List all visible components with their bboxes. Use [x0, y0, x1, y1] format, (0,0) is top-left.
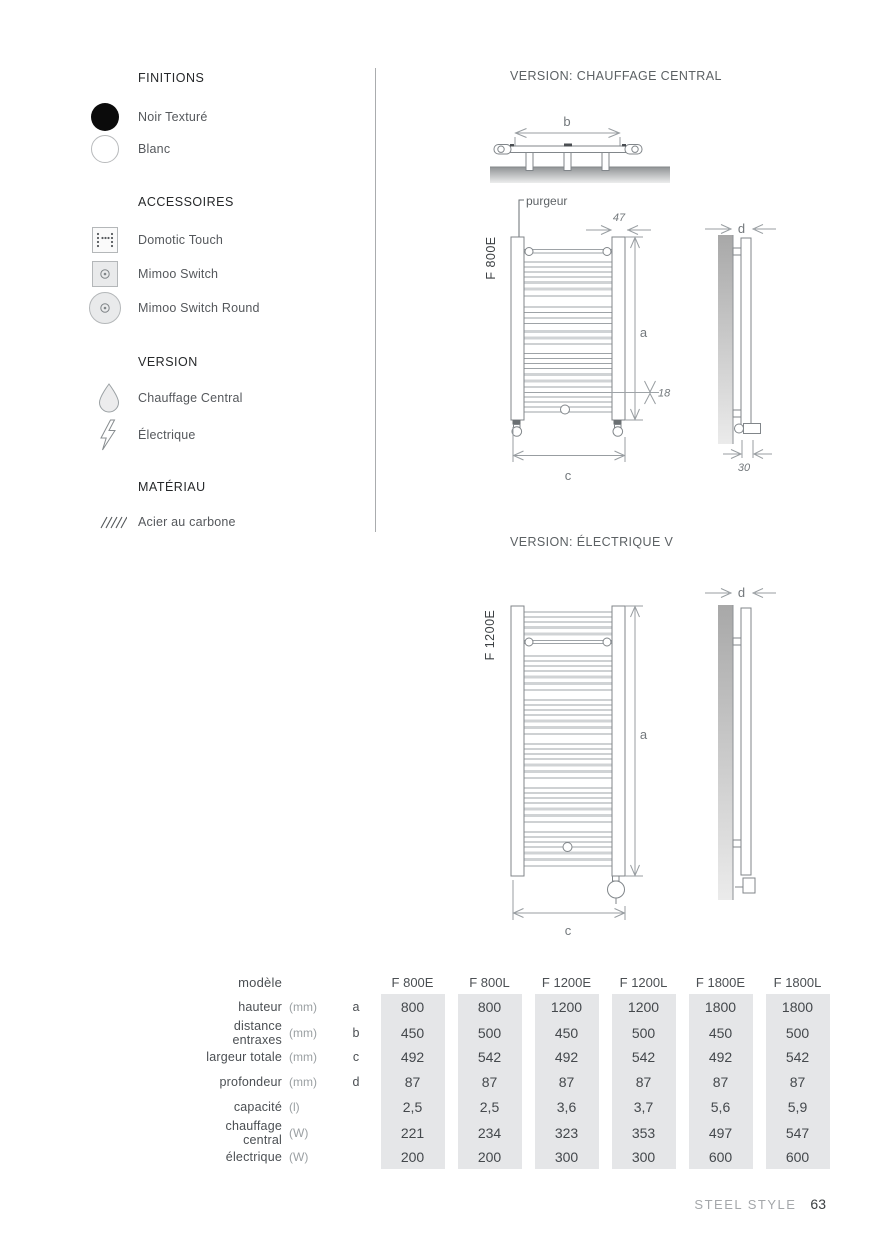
column-header: F 1200L: [619, 975, 668, 990]
valve-fittings: [512, 420, 623, 436]
cell-value: 300: [612, 1144, 676, 1169]
legend-item-domotic-touch: [88, 227, 223, 253]
cell-value: 2,5: [458, 1094, 522, 1119]
cell-value: 87: [766, 1069, 830, 1094]
row-label: distance entraxes: [232, 1019, 282, 1047]
dim-d-label: d: [737, 585, 746, 600]
row-unit: (mm): [289, 999, 317, 1014]
dim-c-label: c: [564, 923, 572, 938]
cell-value: 497: [689, 1119, 753, 1147]
legend-item-label: Noir Texturé: [138, 110, 208, 124]
model-label-f800e: F 800E: [484, 236, 498, 280]
row-unit: (W): [289, 1126, 309, 1140]
legend-item-electrique: [88, 419, 196, 451]
legend-item-mimoo-switch: [88, 261, 218, 287]
row-label: profondeur: [219, 1074, 282, 1089]
cell-value: 542: [612, 1044, 676, 1069]
legend-item-noir: [88, 103, 208, 131]
mimoo-switch-icon: [92, 261, 118, 287]
cell-value: 300: [535, 1144, 599, 1169]
legend-item-blanc: [88, 135, 170, 163]
column-header: F 800L: [469, 975, 510, 990]
legend-item-mimoo-switch-round: [88, 292, 260, 324]
table-row-capacite: [194, 1094, 836, 1119]
cell-value: 87: [612, 1069, 676, 1094]
dim-a-label: a: [639, 727, 648, 742]
hatch-icon: [99, 516, 127, 529]
wall-section: [490, 167, 670, 183]
page-footer: [694, 1196, 826, 1212]
legend-item-label: Électrique: [138, 428, 196, 442]
row-unit: (l): [289, 1099, 300, 1114]
cell-value: 1800: [689, 994, 753, 1019]
cell-value: 492: [689, 1044, 753, 1069]
wall-section: [718, 605, 733, 900]
domotic-touch-icon: [92, 227, 118, 253]
dim-d-label: d: [737, 221, 746, 236]
side-view-f1200e: [705, 585, 776, 900]
mimoo-switch-round-icon: [89, 292, 121, 324]
legend-item-label: Chauffage Central: [138, 391, 243, 405]
cell-value: 1200: [612, 994, 676, 1019]
cell-value: 200: [458, 1144, 522, 1169]
cell-value: 353: [612, 1119, 676, 1147]
cell-value: 1200: [535, 994, 599, 1019]
row-label: électrique: [225, 1149, 282, 1164]
row-unit: (W): [289, 1149, 309, 1164]
water-drop-icon: [97, 383, 121, 413]
column-header: F 800E: [391, 975, 434, 990]
legend-item-chauffage-central: [88, 383, 243, 413]
spec-table: [194, 971, 836, 1169]
row-label: hauteur: [238, 999, 282, 1014]
legend-item-label: Blanc: [138, 142, 171, 156]
table-row-electrique: [194, 1144, 836, 1169]
cell-value: 200: [381, 1144, 445, 1169]
cell-value: 450: [535, 1019, 599, 1047]
dim-47-label: 47: [612, 212, 626, 224]
row-letter: c: [352, 1049, 360, 1064]
cell-value: 800: [458, 994, 522, 1019]
table-header-row: [194, 971, 836, 994]
materiau-title: MATÉRIAU: [138, 480, 206, 494]
cell-value: 600: [689, 1144, 753, 1169]
table-row-chauffage-central: [194, 1119, 836, 1147]
column-header: F 1800E: [695, 975, 746, 990]
cell-value: 323: [535, 1119, 599, 1147]
row-letter: b: [352, 1026, 360, 1040]
dim-18-label: 18: [658, 387, 671, 400]
row-unit: (mm): [289, 1026, 317, 1040]
cell-value: 87: [458, 1069, 522, 1094]
vertical-divider: [375, 68, 376, 532]
side-view-f800e: [705, 221, 776, 474]
brand-name: STEEL STYLE: [694, 1197, 797, 1212]
central-version-title: VERSION: CHAUFFAGE CENTRAL: [510, 69, 722, 83]
cell-value: 1800: [766, 994, 830, 1019]
row-unit: (mm): [289, 1074, 317, 1089]
electrique-version-title: VERSION: ÉLECTRIQUE V: [510, 535, 674, 549]
noir-swatch-icon: [91, 103, 119, 131]
electric-element: [608, 876, 625, 904]
cell-value: 234: [458, 1119, 522, 1147]
model-label-f1200e: F 1200E: [483, 609, 497, 661]
cell-value: 500: [766, 1019, 830, 1047]
cell-value: 600: [766, 1144, 830, 1169]
row-label: chauffage central: [225, 1119, 282, 1147]
table-header-label: modèle: [238, 975, 282, 990]
table-row-distance-entraxes: [194, 1019, 836, 1047]
version-title: VERSION: [138, 355, 198, 369]
cell-value: 87: [535, 1069, 599, 1094]
front-view-f1200e-drawing: [460, 580, 790, 945]
row-letter: d: [352, 1074, 360, 1089]
row-letter: a: [352, 999, 360, 1014]
wall-section: [718, 235, 733, 444]
cell-value: 500: [612, 1019, 676, 1047]
dim-30-label: 30: [737, 462, 751, 474]
cell-value: 221: [381, 1119, 445, 1147]
row-label: capacité: [233, 1099, 282, 1114]
dim-c-label: c: [564, 468, 572, 483]
cell-value: 5,6: [689, 1094, 753, 1119]
cell-value: 5,9: [766, 1094, 830, 1119]
finitions-title: FINITIONS: [138, 71, 205, 85]
cell-value: 450: [381, 1019, 445, 1047]
purgeur-label: purgeur: [526, 194, 568, 208]
dim-b-label: b: [563, 114, 571, 129]
front-view-f800e-drawing: [460, 190, 790, 490]
column-header: F 1200E: [541, 975, 592, 990]
row-label: largeur totale: [206, 1049, 282, 1064]
cell-value: 2,5: [381, 1094, 445, 1119]
table-row-hauteur: [194, 994, 836, 1019]
lightning-icon: [98, 419, 118, 451]
table-row-largeur-totale: [194, 1044, 836, 1069]
cell-value: 87: [689, 1069, 753, 1094]
cell-value: 492: [535, 1044, 599, 1069]
legend-item-label: Mimoo Switch Round: [138, 301, 260, 315]
cell-value: 542: [458, 1044, 522, 1069]
column-header: F 1800L: [773, 975, 822, 990]
blanc-swatch-icon: [91, 135, 119, 163]
page-number: 63: [810, 1196, 826, 1212]
cell-value: 500: [458, 1019, 522, 1047]
legend-item-label: Mimoo Switch: [138, 267, 219, 281]
cell-value: 800: [381, 994, 445, 1019]
dim-a-label: a: [639, 325, 648, 340]
legend-item-acier: [88, 514, 236, 530]
row-unit: (mm): [289, 1049, 317, 1064]
cell-value: 492: [381, 1044, 445, 1069]
cell-value: 87: [381, 1069, 445, 1094]
cell-value: 450: [689, 1019, 753, 1047]
cell-value: 3,7: [612, 1094, 676, 1119]
accessoires-title: ACCESSOIRES: [138, 195, 234, 209]
cell-value: 542: [766, 1044, 830, 1069]
cell-value: 3,6: [535, 1094, 599, 1119]
table-row-profondeur: [194, 1069, 836, 1094]
cell-value: 547: [766, 1119, 830, 1147]
top-view-drawing: [480, 100, 680, 190]
legend-item-label: Domotic Touch: [138, 233, 224, 247]
legend-item-label: Acier au carbone: [138, 515, 236, 529]
